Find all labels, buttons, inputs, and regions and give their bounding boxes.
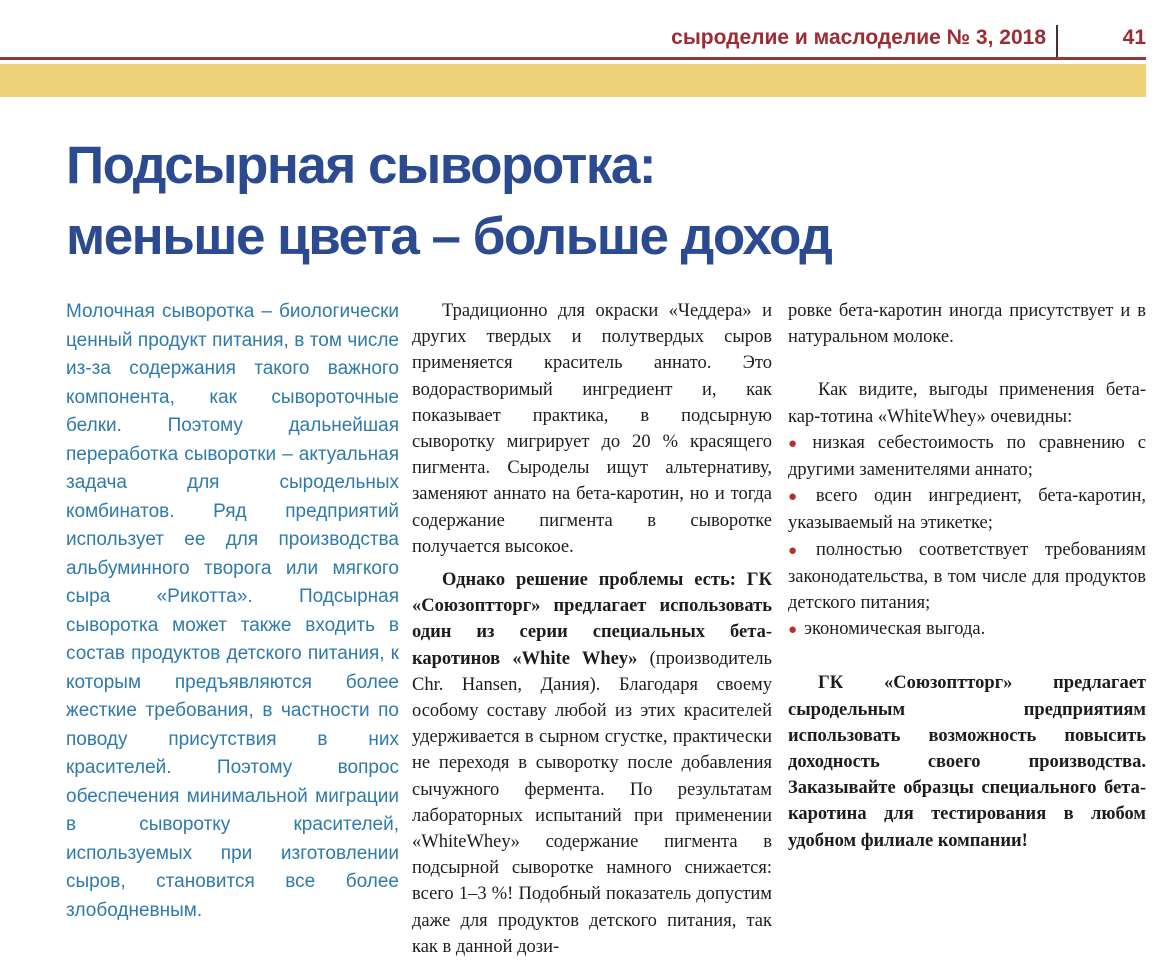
- lead-column: [66, 298, 399, 925]
- middle-paragraph-1: Традиционно для окраски «Чеддера» и других твердых и полутвердых сыров применяется краситель аннато. Это водорастворимый ингредиент и, как показывает практика, в подсырную сыворотку мигрирует до 20 % красящего пигмента. Сыроделы ищут альтернативу, заменяют аннато на бета-каротин, но и тогда содержание пигмента в сыворотке получается высокое.: [412, 301, 772, 557]
- article-title-line2: меньше цвета – больше доход: [66, 207, 832, 266]
- benefit-item-text: всего один ингредиент, бета-каротин, указываемый на этикетке;: [788, 486, 1146, 534]
- benefit-item-text: полностью соответствует требованиям законодательства, в том числе для продуктов детского питания;: [788, 539, 1147, 614]
- benefit-item: [788, 430, 1146, 483]
- journal-header: сыроделие и маслоделие № 3, 2018: [671, 26, 1046, 49]
- middle-paragraph-2-bold: Однако решение проблемы есть: ГК «Союзоптторг» предлагает использовать один из серии специальных бета-каротинов «White Whey»: [412, 570, 772, 669]
- right-column: [788, 298, 1146, 854]
- article-title-line1: Подсырная сыворотка:: [66, 136, 655, 195]
- bullet-icon: ●: [788, 435, 806, 452]
- bullet-icon: ●: [788, 489, 809, 506]
- right-paragraph-2: Как видите, выгоды применения бета-кар-тотина «WhiteWhey» очевидны:: [788, 380, 1146, 427]
- lead-paragraph: Молочная сыворотка – биологически ценный продукт питания, в том числе из-за содержания такого важного компонента, как сывороточные белки. Поэтому дальнейшая переработка сыворотки – актуальная задача для сыродельных комбинатов. Ряд предприятий использует ее для производства альбуминного творога или мягкого сыра «Рикотта». Подсырная сыворотка может также входить в состав продуктов детского питания, к которым предъявляются более жесткие требования, в частности по поводу присутствия в них красителей. Поэтому вопрос обеспечения минимальной миграции в сыворотку красителей, используемых при изготовлении сыров, становится все более злободневным.: [66, 301, 399, 921]
- closing-paragraph: ГК «Союзоптторг» предлагает сыродельным предприятиям использовать возможность повысить доходность своего производства. Заказывайте образцы специального бета-каротина для тестирования в любом удобном филиале компании!: [788, 673, 1146, 851]
- yellow-band: [0, 64, 1146, 97]
- bullet-icon: ●: [788, 542, 810, 559]
- middle-paragraph-2-regular: (производитель Chr. Hansen, Дания). Благодаря своему особому составу любой из этих красителей удерживается в сырном сгустке, практически не переходя в сыворотку после добавления сычужного фермента. По результатам лабораторных испытаний при применении «WhiteWhey» содержание пигмента в подсырной сыворотке намного снижается: всего 1–3 %! Подобный показатель допустим даже для продуктов детского питания, так как в данной дози-: [412, 648, 772, 957]
- benefit-item-text: экономическая выгода.: [804, 619, 986, 640]
- page-number: 41: [1122, 26, 1146, 49]
- bullet-icon: ●: [788, 622, 798, 639]
- right-paragraph-1: ровке бета-каротин иногда присутствует и в натуральном молоке.: [788, 301, 1146, 348]
- benefit-item: [788, 483, 1146, 536]
- header-divider: [1056, 25, 1058, 58]
- benefit-item: [788, 616, 1146, 643]
- header-rule: [0, 57, 1146, 60]
- middle-paragraph-2: [412, 567, 772, 960]
- middle-column: [412, 298, 772, 960]
- benefit-item-text: низкая себестоимость по сравнению с другими заменителями аннато;: [788, 432, 1146, 481]
- article-title: [66, 130, 1066, 272]
- benefit-item: [788, 537, 1146, 617]
